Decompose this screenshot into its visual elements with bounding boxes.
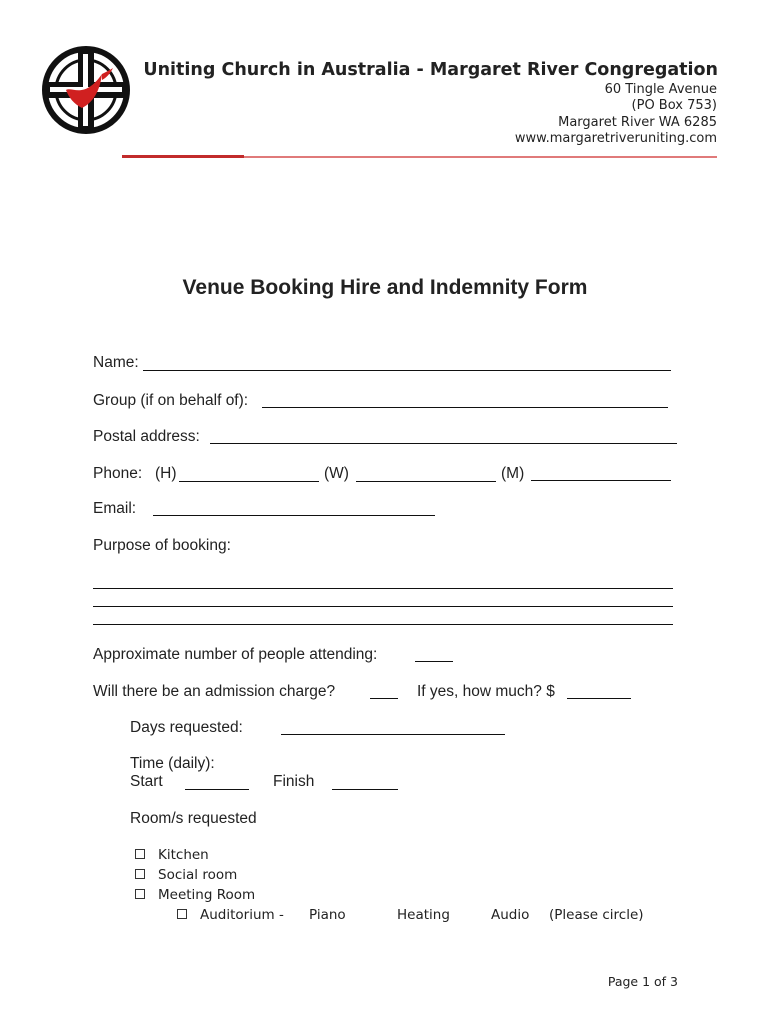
phone-home-label: (H)	[155, 465, 177, 482]
website-link[interactable]: www.margaretriveruniting.com	[514, 131, 717, 146]
start-label: Start	[130, 773, 163, 790]
admission-amount-label: If yes, how much? $	[417, 683, 555, 700]
page-number: Page 1 of 3	[607, 974, 678, 989]
checkbox[interactable]	[135, 889, 145, 899]
auditorium-option-heating[interactable]: Heating	[397, 907, 450, 923]
form-title: Venue Booking Hire and Indemnity Form	[182, 276, 588, 299]
phone-home-field[interactable]	[179, 481, 319, 482]
group-field[interactable]	[262, 407, 668, 408]
email-field[interactable]	[153, 515, 435, 516]
attendance-field[interactable]	[415, 661, 453, 662]
attendance-label: Approximate number of people attending:	[93, 646, 378, 663]
header-divider-accent	[122, 155, 244, 158]
postal-address-label: Postal address:	[93, 428, 200, 445]
auditorium-option-piano[interactable]: Piano	[309, 907, 346, 923]
church-logo	[42, 46, 130, 134]
rooms-label: Room/s requested	[130, 810, 257, 827]
organization-name: Uniting Church in Australia - Margaret River Congregation	[143, 60, 718, 80]
phone-work-label: (W)	[324, 465, 349, 482]
finish-field[interactable]	[332, 789, 398, 790]
phone-label: Phone:	[93, 465, 143, 482]
days-label: Days requested:	[130, 719, 243, 736]
address-po-box: (PO Box 753)	[631, 98, 717, 113]
checkbox[interactable]	[135, 849, 145, 859]
admission-label: Will there be an admission charge?	[93, 683, 336, 700]
purpose-label: Purpose of booking:	[93, 537, 231, 554]
address-town: Margaret River WA 6285	[558, 115, 717, 130]
address-street: 60 Tingle Avenue	[604, 82, 717, 97]
time-label: Time (daily):	[130, 755, 215, 772]
name-label: Name:	[93, 354, 139, 371]
email-label: Email:	[93, 500, 137, 517]
days-field[interactable]	[281, 734, 505, 735]
postal-address-field[interactable]	[210, 443, 677, 444]
purpose-field-line-2[interactable]	[93, 606, 673, 607]
start-field[interactable]	[185, 789, 249, 790]
purpose-field-line-3[interactable]	[93, 624, 673, 625]
name-field[interactable]	[143, 370, 671, 371]
checkbox[interactable]	[177, 909, 187, 919]
phone-work-field[interactable]	[356, 481, 496, 482]
auditorium-note: (Please circle)	[549, 907, 644, 923]
admission-field[interactable]	[370, 698, 398, 699]
admission-amount-field[interactable]	[567, 698, 631, 699]
group-label: Group (if on behalf of):	[93, 392, 249, 409]
room-option-auditorium[interactable]: Auditorium -	[177, 907, 284, 923]
phone-mobile-label: (M)	[501, 465, 525, 482]
phone-mobile-field[interactable]	[531, 480, 671, 481]
room-option-social[interactable]: Social room	[135, 867, 237, 883]
checkbox[interactable]	[135, 869, 145, 879]
finish-label: Finish	[273, 773, 315, 790]
room-option-kitchen[interactable]: Kitchen	[135, 847, 209, 863]
purpose-field-line-1[interactable]	[93, 588, 673, 589]
room-option-meeting[interactable]: Meeting Room	[135, 887, 255, 903]
auditorium-option-audio[interactable]: Audio	[491, 907, 530, 923]
